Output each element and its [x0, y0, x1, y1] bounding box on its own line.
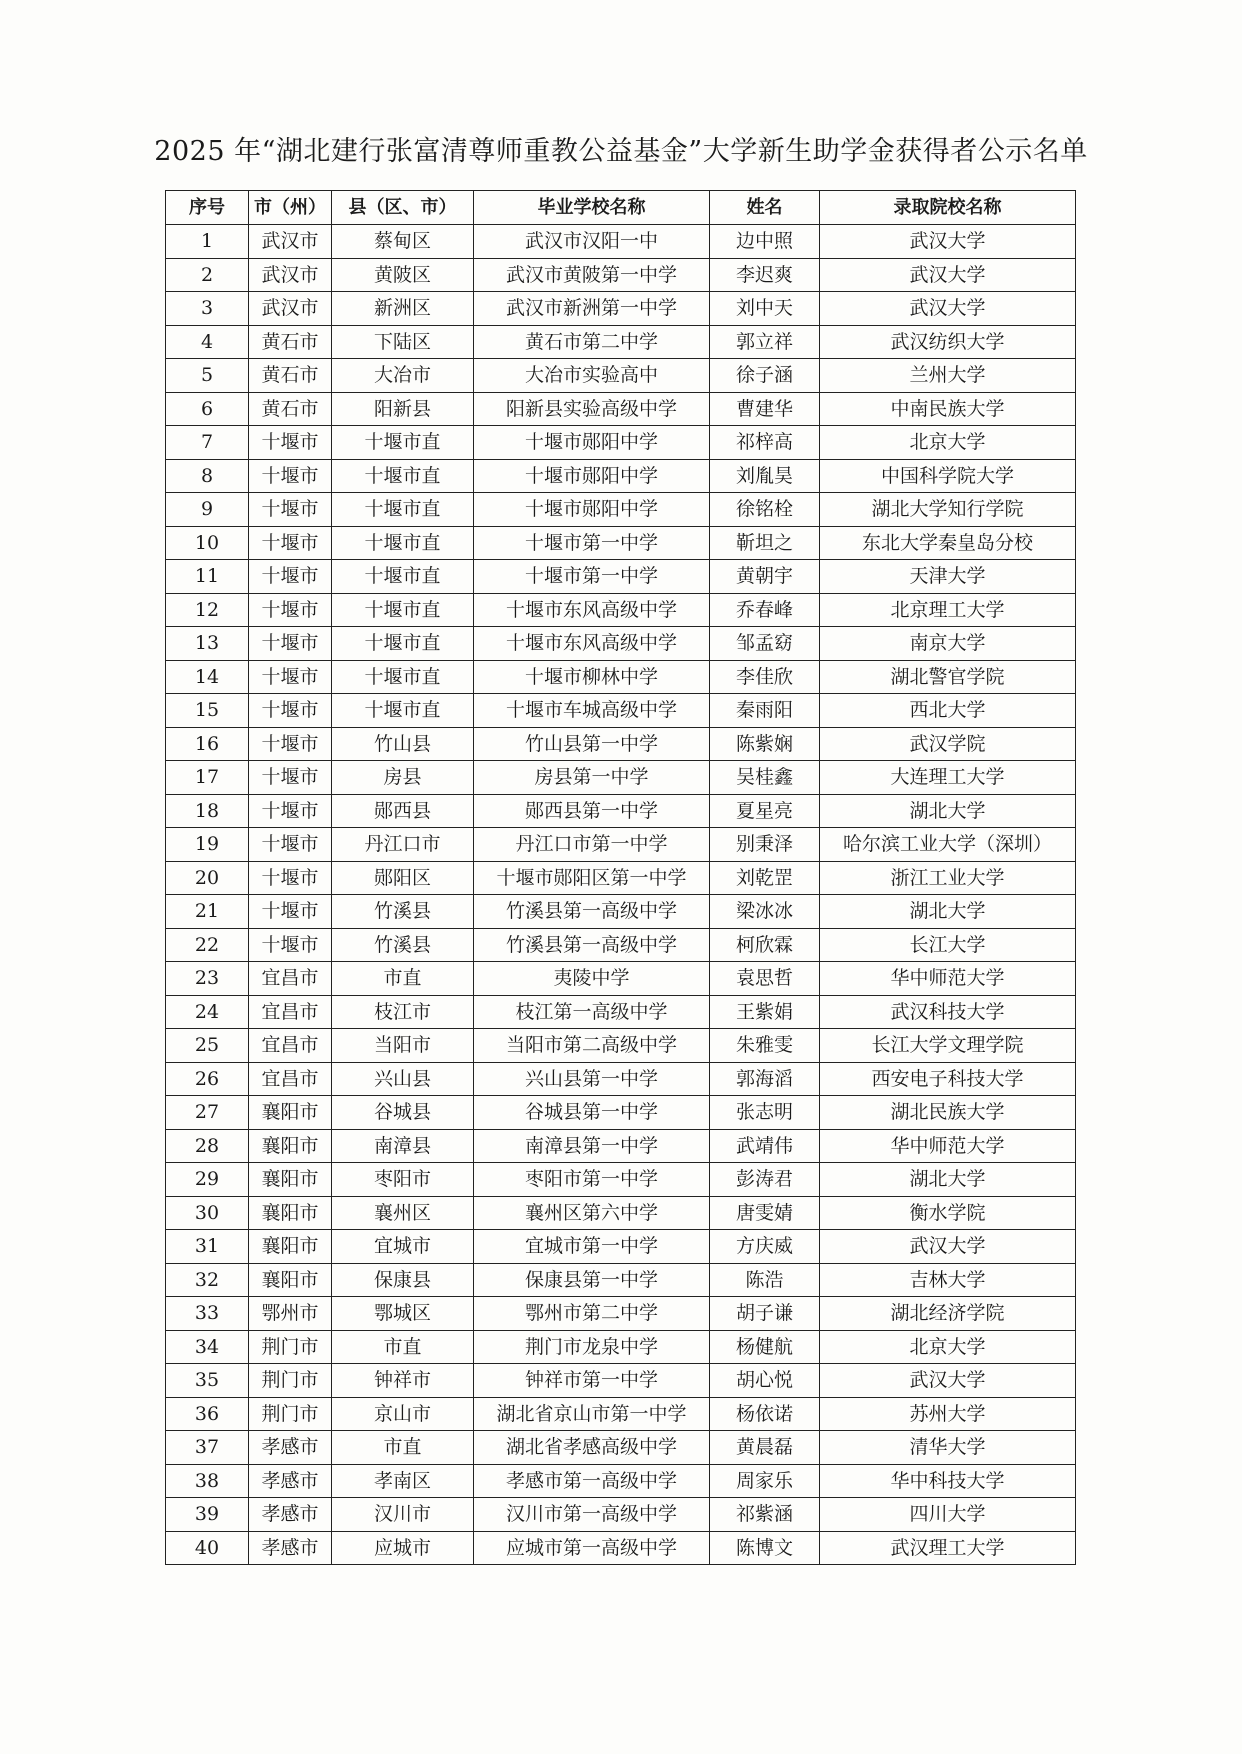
cell-city: 十堰市 [249, 459, 332, 493]
cell-name: 祁梓高 [710, 426, 820, 460]
cell-school: 黄石市第二中学 [474, 325, 710, 359]
table-row [166, 1531, 1076, 1565]
table-row [166, 1129, 1076, 1163]
cell-city: 宜昌市 [249, 995, 332, 1029]
cell-city: 十堰市 [249, 526, 332, 560]
cell-name: 刘胤昊 [710, 459, 820, 493]
cell-name: 边中照 [710, 225, 820, 259]
cell-index: 9 [166, 493, 249, 527]
table-row [166, 325, 1076, 359]
cell-city: 宜昌市 [249, 962, 332, 996]
cell-school: 竹溪县第一高级中学 [474, 895, 710, 929]
cell-index: 16 [166, 727, 249, 761]
cell-county: 阳新县 [332, 392, 474, 426]
cell-county: 应城市 [332, 1531, 474, 1565]
table-row [166, 962, 1076, 996]
cell-city: 孝感市 [249, 1464, 332, 1498]
table-row [166, 1498, 1076, 1532]
cell-index: 14 [166, 660, 249, 694]
table-row [166, 1364, 1076, 1398]
cell-name: 郭海滔 [710, 1062, 820, 1096]
cell-index: 23 [166, 962, 249, 996]
cell-county: 丹江口市 [332, 828, 474, 862]
table-row [166, 1029, 1076, 1063]
table-body [166, 225, 1076, 1565]
table-row [166, 895, 1076, 929]
cell-name: 陈博文 [710, 1531, 820, 1565]
cell-county: 黄陂区 [332, 258, 474, 292]
cell-university: 吉林大学 [820, 1263, 1076, 1297]
cell-county: 十堰市直 [332, 493, 474, 527]
cell-index: 11 [166, 560, 249, 594]
cell-university: 北京大学 [820, 1330, 1076, 1364]
cell-city: 襄阳市 [249, 1163, 332, 1197]
cell-university: 湖北大学 [820, 794, 1076, 828]
cell-university: 武汉大学 [820, 1364, 1076, 1398]
cell-university: 长江大学 [820, 928, 1076, 962]
cell-name: 郭立祥 [710, 325, 820, 359]
cell-city: 十堰市 [249, 493, 332, 527]
cell-county: 宜城市 [332, 1230, 474, 1264]
cell-city: 黄石市 [249, 392, 332, 426]
recipient-table [165, 190, 1076, 1565]
cell-index: 5 [166, 359, 249, 393]
cell-county: 郧西县 [332, 794, 474, 828]
cell-county: 十堰市直 [332, 660, 474, 694]
cell-city: 十堰市 [249, 694, 332, 728]
cell-name: 徐子涵 [710, 359, 820, 393]
cell-name: 靳坦之 [710, 526, 820, 560]
cell-name: 别秉泽 [710, 828, 820, 862]
cell-city: 黄石市 [249, 359, 332, 393]
cell-school: 湖北省京山市第一中学 [474, 1397, 710, 1431]
cell-university: 北京大学 [820, 426, 1076, 460]
table-row [166, 995, 1076, 1029]
cell-name: 方庆威 [710, 1230, 820, 1264]
cell-school: 当阳市第二高级中学 [474, 1029, 710, 1063]
table-row [166, 1297, 1076, 1331]
cell-index: 21 [166, 895, 249, 929]
cell-county: 汉川市 [332, 1498, 474, 1532]
cell-school: 湖北省孝感高级中学 [474, 1431, 710, 1465]
table-row [166, 1096, 1076, 1130]
cell-city: 襄阳市 [249, 1196, 332, 1230]
cell-school: 武汉市汉阳一中 [474, 225, 710, 259]
document-title: 2025 年“湖北建行张富清尊师重教公益基金”大学新生助学金获得者公示名单 [154, 136, 1088, 167]
column-header-name: 姓名 [710, 191, 820, 225]
cell-county: 孝南区 [332, 1464, 474, 1498]
cell-index: 8 [166, 459, 249, 493]
cell-school: 丹江口市第一中学 [474, 828, 710, 862]
cell-county: 竹溪县 [332, 895, 474, 929]
table-row [166, 225, 1076, 259]
table-row [166, 928, 1076, 962]
cell-index: 28 [166, 1129, 249, 1163]
cell-school: 十堰市第一中学 [474, 526, 710, 560]
cell-county: 襄州区 [332, 1196, 474, 1230]
cell-county: 谷城县 [332, 1096, 474, 1130]
cell-index: 4 [166, 325, 249, 359]
table-row [166, 392, 1076, 426]
cell-name: 黄晨磊 [710, 1431, 820, 1465]
cell-school: 应城市第一高级中学 [474, 1531, 710, 1565]
cell-city: 十堰市 [249, 794, 332, 828]
cell-county: 南漳县 [332, 1129, 474, 1163]
cell-name: 唐雯婧 [710, 1196, 820, 1230]
table-row [166, 459, 1076, 493]
cell-name: 杨健航 [710, 1330, 820, 1364]
cell-university: 西安电子科技大学 [820, 1062, 1076, 1096]
table-row [166, 694, 1076, 728]
cell-school: 荆门市龙泉中学 [474, 1330, 710, 1364]
cell-school: 钟祥市第一中学 [474, 1364, 710, 1398]
cell-name: 祁紫涵 [710, 1498, 820, 1532]
cell-city: 宜昌市 [249, 1062, 332, 1096]
table-row [166, 426, 1076, 460]
table-row [166, 861, 1076, 895]
cell-school: 南漳县第一中学 [474, 1129, 710, 1163]
cell-university: 西北大学 [820, 694, 1076, 728]
cell-school: 襄州区第六中学 [474, 1196, 710, 1230]
cell-school: 兴山县第一中学 [474, 1062, 710, 1096]
table-row [166, 1263, 1076, 1297]
table-row [166, 526, 1076, 560]
cell-university: 天津大学 [820, 560, 1076, 594]
cell-county: 十堰市直 [332, 694, 474, 728]
cell-city: 黄石市 [249, 325, 332, 359]
cell-university: 衡水学院 [820, 1196, 1076, 1230]
cell-county: 鄂城区 [332, 1297, 474, 1331]
cell-county: 蔡甸区 [332, 225, 474, 259]
cell-index: 10 [166, 526, 249, 560]
cell-city: 十堰市 [249, 828, 332, 862]
cell-name: 曹建华 [710, 392, 820, 426]
cell-university: 浙江工业大学 [820, 861, 1076, 895]
cell-index: 38 [166, 1464, 249, 1498]
cell-county: 市直 [332, 1431, 474, 1465]
cell-index: 18 [166, 794, 249, 828]
cell-index: 35 [166, 1364, 249, 1398]
column-header-city: 市（州） [249, 191, 332, 225]
table-row [166, 1163, 1076, 1197]
table-row [166, 727, 1076, 761]
cell-university: 湖北经济学院 [820, 1297, 1076, 1331]
cell-university: 武汉学院 [820, 727, 1076, 761]
cell-index: 24 [166, 995, 249, 1029]
column-header-university: 录取院校名称 [820, 191, 1076, 225]
cell-city: 十堰市 [249, 861, 332, 895]
cell-school: 汉川市第一高级中学 [474, 1498, 710, 1532]
cell-school: 宜城市第一中学 [474, 1230, 710, 1264]
table-row [166, 258, 1076, 292]
cell-city: 鄂州市 [249, 1297, 332, 1331]
cell-name: 王紫娟 [710, 995, 820, 1029]
cell-university: 大连理工大学 [820, 761, 1076, 795]
cell-university: 哈尔滨工业大学（深圳） [820, 828, 1076, 862]
cell-school: 保康县第一中学 [474, 1263, 710, 1297]
cell-name: 吴桂鑫 [710, 761, 820, 795]
cell-index: 31 [166, 1230, 249, 1264]
cell-university: 武汉大学 [820, 292, 1076, 326]
cell-city: 襄阳市 [249, 1129, 332, 1163]
cell-university: 中国科学院大学 [820, 459, 1076, 493]
cell-name: 张志明 [710, 1096, 820, 1130]
cell-city: 武汉市 [249, 258, 332, 292]
cell-city: 宜昌市 [249, 1029, 332, 1063]
cell-name: 胡心悦 [710, 1364, 820, 1398]
table-row [166, 761, 1076, 795]
cell-index: 3 [166, 292, 249, 326]
column-header-school: 毕业学校名称 [474, 191, 710, 225]
cell-name: 周家乐 [710, 1464, 820, 1498]
cell-university: 武汉纺织大学 [820, 325, 1076, 359]
cell-university: 华中师范大学 [820, 962, 1076, 996]
cell-index: 30 [166, 1196, 249, 1230]
cell-school: 竹溪县第一高级中学 [474, 928, 710, 962]
cell-county: 京山市 [332, 1397, 474, 1431]
cell-school: 武汉市黄陂第一中学 [474, 258, 710, 292]
cell-city: 十堰市 [249, 727, 332, 761]
cell-name: 彭涛君 [710, 1163, 820, 1197]
cell-university: 武汉大学 [820, 225, 1076, 259]
cell-name: 武靖伟 [710, 1129, 820, 1163]
cell-school: 十堰市东风高级中学 [474, 593, 710, 627]
cell-county: 市直 [332, 962, 474, 996]
table-row [166, 292, 1076, 326]
cell-name: 朱雅雯 [710, 1029, 820, 1063]
cell-school: 夷陵中学 [474, 962, 710, 996]
cell-university: 长江大学文理学院 [820, 1029, 1076, 1063]
cell-name: 柯欣霖 [710, 928, 820, 962]
cell-university: 湖北大学知行学院 [820, 493, 1076, 527]
cell-index: 26 [166, 1062, 249, 1096]
cell-university: 湖北警官学院 [820, 660, 1076, 694]
cell-school: 十堰市第一中学 [474, 560, 710, 594]
table-row [166, 660, 1076, 694]
cell-index: 29 [166, 1163, 249, 1197]
cell-name: 刘乾罡 [710, 861, 820, 895]
cell-name: 黄朝宇 [710, 560, 820, 594]
cell-name: 梁冰冰 [710, 895, 820, 929]
cell-school: 十堰市柳林中学 [474, 660, 710, 694]
cell-school: 武汉市新洲第一中学 [474, 292, 710, 326]
cell-university: 南京大学 [820, 627, 1076, 661]
cell-city: 荆门市 [249, 1397, 332, 1431]
cell-school: 大冶市实验高中 [474, 359, 710, 393]
cell-county: 钟祥市 [332, 1364, 474, 1398]
cell-school: 十堰市东风高级中学 [474, 627, 710, 661]
cell-index: 12 [166, 593, 249, 627]
cell-name: 李佳欣 [710, 660, 820, 694]
cell-county: 大冶市 [332, 359, 474, 393]
cell-index: 34 [166, 1330, 249, 1364]
cell-name: 袁思哲 [710, 962, 820, 996]
cell-county: 枣阳市 [332, 1163, 474, 1197]
table-row [166, 1397, 1076, 1431]
cell-index: 25 [166, 1029, 249, 1063]
cell-city: 十堰市 [249, 660, 332, 694]
table-row [166, 828, 1076, 862]
cell-county: 十堰市直 [332, 560, 474, 594]
cell-university: 武汉大学 [820, 258, 1076, 292]
cell-university: 兰州大学 [820, 359, 1076, 393]
cell-index: 40 [166, 1531, 249, 1565]
cell-index: 2 [166, 258, 249, 292]
cell-index: 15 [166, 694, 249, 728]
cell-county: 兴山县 [332, 1062, 474, 1096]
cell-county: 十堰市直 [332, 426, 474, 460]
cell-city: 十堰市 [249, 928, 332, 962]
cell-school: 十堰市郧阳中学 [474, 459, 710, 493]
cell-name: 徐铭栓 [710, 493, 820, 527]
cell-school: 谷城县第一中学 [474, 1096, 710, 1130]
table-row [166, 1196, 1076, 1230]
column-header-index: 序号 [166, 191, 249, 225]
table-row [166, 794, 1076, 828]
cell-name: 陈紫娴 [710, 727, 820, 761]
cell-city: 十堰市 [249, 560, 332, 594]
cell-index: 33 [166, 1297, 249, 1331]
table-row [166, 1464, 1076, 1498]
cell-county: 新洲区 [332, 292, 474, 326]
cell-school: 十堰市车城高级中学 [474, 694, 710, 728]
cell-city: 荆门市 [249, 1330, 332, 1364]
cell-city: 襄阳市 [249, 1096, 332, 1130]
cell-university: 华中科技大学 [820, 1464, 1076, 1498]
cell-county: 房县 [332, 761, 474, 795]
cell-index: 36 [166, 1397, 249, 1431]
cell-county: 十堰市直 [332, 459, 474, 493]
cell-name: 杨依诺 [710, 1397, 820, 1431]
cell-county: 十堰市直 [332, 627, 474, 661]
cell-index: 6 [166, 392, 249, 426]
cell-county: 当阳市 [332, 1029, 474, 1063]
cell-city: 孝感市 [249, 1431, 332, 1465]
cell-index: 32 [166, 1263, 249, 1297]
cell-university: 东北大学秦皇岛分校 [820, 526, 1076, 560]
cell-county: 十堰市直 [332, 593, 474, 627]
table-row [166, 1230, 1076, 1264]
cell-city: 武汉市 [249, 225, 332, 259]
cell-school: 郧西县第一中学 [474, 794, 710, 828]
cell-name: 陈浩 [710, 1263, 820, 1297]
cell-county: 保康县 [332, 1263, 474, 1297]
cell-index: 22 [166, 928, 249, 962]
table-row [166, 593, 1076, 627]
table-row [166, 1431, 1076, 1465]
cell-university: 武汉大学 [820, 1230, 1076, 1264]
table-row [166, 359, 1076, 393]
table-row [166, 1330, 1076, 1364]
table-row [166, 627, 1076, 661]
cell-university: 武汉科技大学 [820, 995, 1076, 1029]
cell-school: 十堰市郧阳中学 [474, 426, 710, 460]
cell-city: 十堰市 [249, 895, 332, 929]
cell-city: 十堰市 [249, 426, 332, 460]
cell-school: 枝江第一高级中学 [474, 995, 710, 1029]
cell-city: 孝感市 [249, 1531, 332, 1565]
cell-name: 秦雨阳 [710, 694, 820, 728]
cell-school: 枣阳市第一中学 [474, 1163, 710, 1197]
cell-county: 竹溪县 [332, 928, 474, 962]
cell-index: 13 [166, 627, 249, 661]
cell-index: 19 [166, 828, 249, 862]
cell-university: 中南民族大学 [820, 392, 1076, 426]
cell-name: 乔春峰 [710, 593, 820, 627]
cell-index: 1 [166, 225, 249, 259]
cell-university: 四川大学 [820, 1498, 1076, 1532]
cell-city: 襄阳市 [249, 1263, 332, 1297]
cell-school: 竹山县第一中学 [474, 727, 710, 761]
cell-school: 房县第一中学 [474, 761, 710, 795]
cell-county: 郧阳区 [332, 861, 474, 895]
cell-index: 37 [166, 1431, 249, 1465]
cell-name: 刘中天 [710, 292, 820, 326]
cell-university: 北京理工大学 [820, 593, 1076, 627]
cell-county: 下陆区 [332, 325, 474, 359]
cell-county: 市直 [332, 1330, 474, 1364]
cell-university: 湖北大学 [820, 1163, 1076, 1197]
cell-city: 襄阳市 [249, 1230, 332, 1264]
table-row [166, 1062, 1076, 1096]
cell-county: 竹山县 [332, 727, 474, 761]
table-header-row [166, 191, 1076, 225]
cell-city: 孝感市 [249, 1498, 332, 1532]
cell-index: 39 [166, 1498, 249, 1532]
cell-county: 十堰市直 [332, 526, 474, 560]
table-row [166, 493, 1076, 527]
cell-name: 胡子谦 [710, 1297, 820, 1331]
cell-index: 20 [166, 861, 249, 895]
cell-school: 孝感市第一高级中学 [474, 1464, 710, 1498]
cell-index: 7 [166, 426, 249, 460]
cell-university: 武汉理工大学 [820, 1531, 1076, 1565]
cell-city: 荆门市 [249, 1364, 332, 1398]
cell-university: 湖北民族大学 [820, 1096, 1076, 1130]
cell-school: 十堰市郧阳区第一中学 [474, 861, 710, 895]
cell-city: 武汉市 [249, 292, 332, 326]
cell-school: 鄂州市第二中学 [474, 1297, 710, 1331]
cell-city: 十堰市 [249, 761, 332, 795]
table-row [166, 560, 1076, 594]
cell-name: 夏星亮 [710, 794, 820, 828]
cell-index: 27 [166, 1096, 249, 1130]
cell-city: 十堰市 [249, 627, 332, 661]
cell-city: 十堰市 [249, 593, 332, 627]
cell-school: 阳新县实验高级中学 [474, 392, 710, 426]
cell-county: 枝江市 [332, 995, 474, 1029]
cell-name: 邹孟窈 [710, 627, 820, 661]
cell-university: 苏州大学 [820, 1397, 1076, 1431]
cell-university: 湖北大学 [820, 895, 1076, 929]
cell-university: 清华大学 [820, 1431, 1076, 1465]
cell-university: 华中师范大学 [820, 1129, 1076, 1163]
cell-school: 十堰市郧阳中学 [474, 493, 710, 527]
column-header-county: 县（区、市） [332, 191, 474, 225]
cell-name: 李迟爽 [710, 258, 820, 292]
cell-index: 17 [166, 761, 249, 795]
